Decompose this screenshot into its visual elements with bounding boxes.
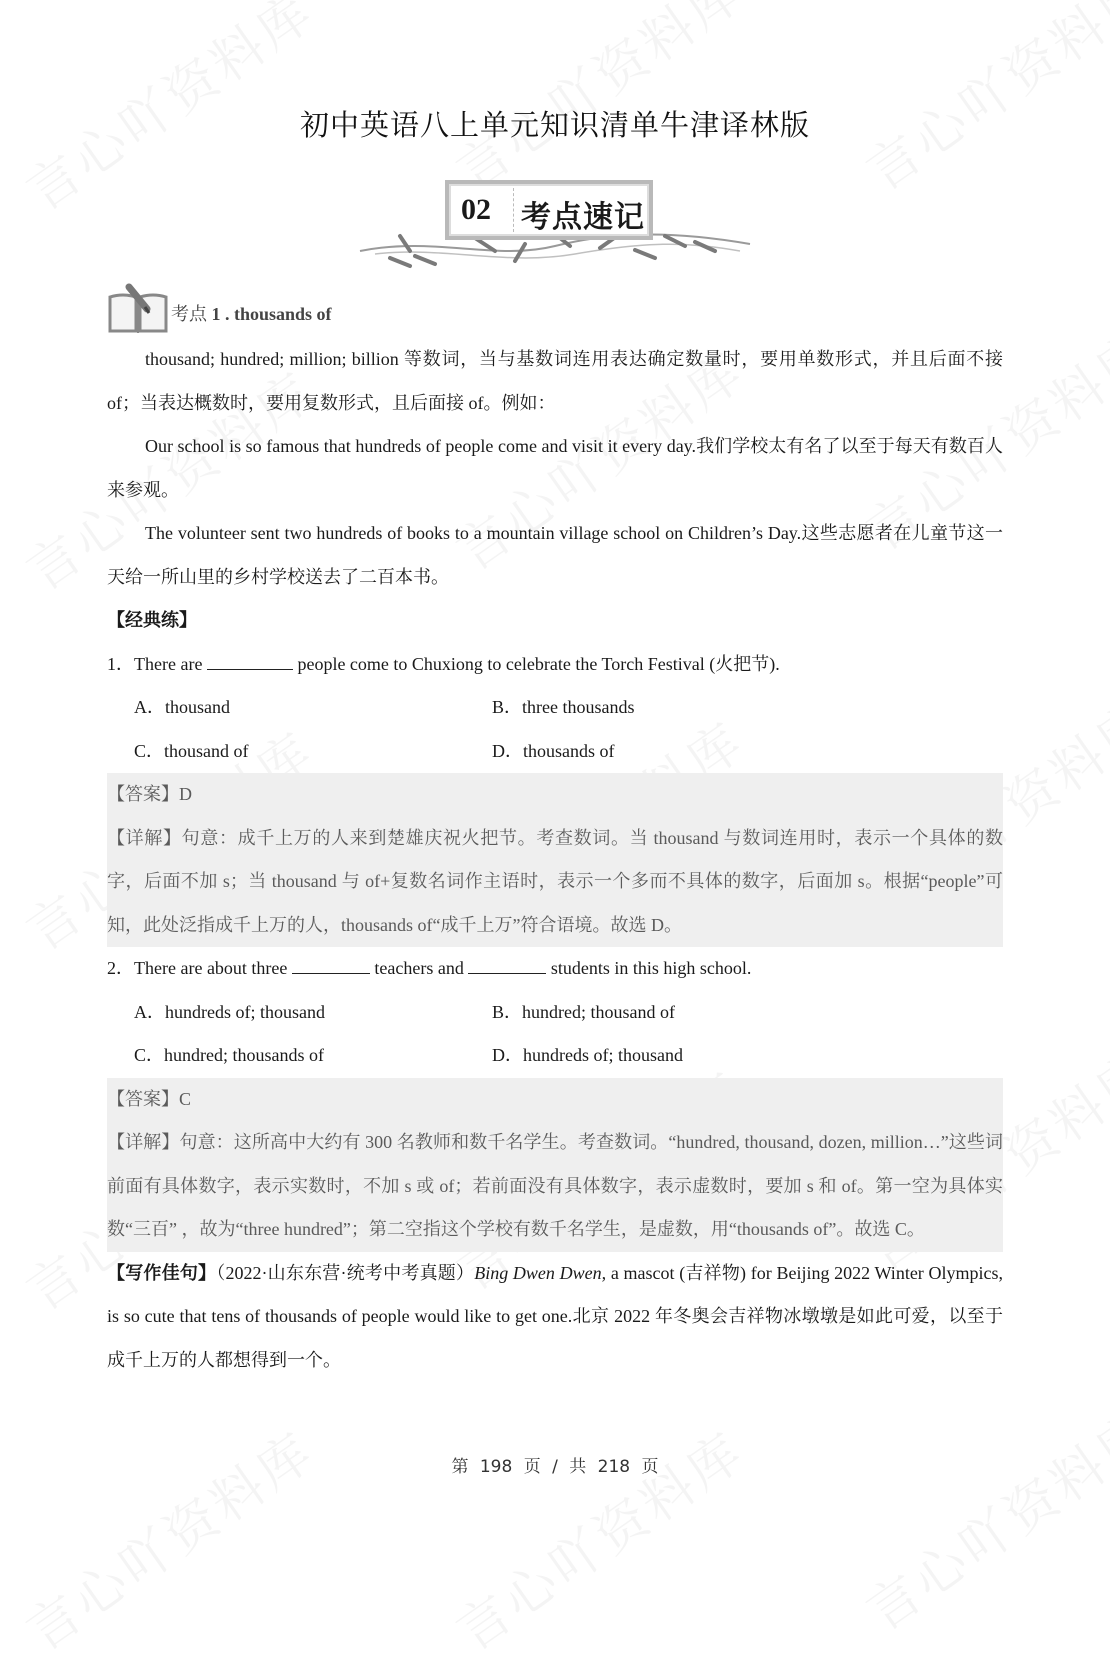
example-sentence-2: The volunteer sent two hundreds of books to a mountain village school on Children’s Day.这些志愿者在儿童节这一天给一所山里的乡村学校送去了二百本书。 — [107, 523, 1003, 587]
explanation: 【详解】句意：这所高中大约有 300 名教师和数千名学生。考查数词。“hundred, thousand, dozen, million…”这些词前面有具体数字，表示实数时，不加 s 或 of；若前面没有具体数字，表示虚数时，要加 s 和 of。第一空为具体实数“三百” ，故为“three hundred”；第二空指这个学校有数千名学生，是虚数，用“thousands of”。故选 C。 — [107, 1132, 1004, 1239]
writing-label: 【写作佳句】 — [107, 1262, 217, 1283]
open-book-pencil-icon — [107, 283, 169, 335]
writing-text: a mascot (吉祥物) for Beijing 2022 Winter Olympics, is so cute that tens of thousands of people would like to get one.北京 2022 年冬奥会吉祥物冰墩墩是如此可爱，以至于成千上万的人都想得到一个。 — [107, 1262, 1004, 1370]
document-title: 初中英语八上单元知识清单牛津译林版 — [299, 110, 810, 142]
watermark — [9, 1410, 327, 1664]
answer-blank — [207, 653, 293, 670]
page-footer: 第 198 页 / 共 218 页 — [451, 1457, 659, 1477]
answer-line: 【答案】D — [107, 784, 192, 804]
answer-blank — [292, 957, 370, 974]
divider — [513, 188, 514, 232]
writing-italic: Bing Dwen Dwen, — [474, 1262, 607, 1283]
section-label: 考点速记 — [521, 200, 645, 235]
section-banner-box — [445, 180, 653, 240]
option-b: B．three thousands — [492, 697, 635, 717]
option-d: D．thousands of — [492, 740, 615, 761]
question-1-options — [107, 686, 1003, 773]
practice-heading: 【经典练】 — [107, 610, 197, 630]
question-1-stem: 1．There are people come to Chuxiong to celebrate the Torch Festival (火把节). — [107, 653, 780, 674]
option-d: D．hundreds of; thousand — [492, 1045, 683, 1065]
question-2-options — [107, 991, 1003, 1078]
answer-blank — [468, 957, 546, 974]
option-a: A．hundreds of; thousand — [134, 1001, 325, 1022]
question-2-stem: 2．There are about three teachers and students in this high school. — [107, 958, 752, 978]
option-b: B．hundred; thousand of — [492, 1001, 675, 1022]
option-c: C．hundred; thousands of — [134, 1045, 324, 1065]
watermark — [439, 1410, 757, 1664]
answer-line: 【答案】C — [107, 1088, 192, 1109]
section-number: 02 — [461, 193, 491, 226]
current-page: 198 — [479, 1457, 513, 1477]
example-sentence-1: Our school is so famous that hundreds of people come and visit it every day.我们学校太有名了以至于每天有数百人来参观。 — [107, 436, 1003, 500]
option-a: A．thousand — [134, 697, 230, 717]
rule-paragraph: thousand; hundred; million; billion 等数词，当与基数词连用表达确定数量时，要用单数形式，并且后面不接 of；当表达概数时，要用复数形式，且后面接 of。例如： — [107, 349, 1003, 413]
answer-box-2 — [107, 1078, 1003, 1252]
option-c: C．thousand of — [134, 740, 249, 761]
answer-box-1 — [107, 773, 1003, 947]
writing-example — [107, 1252, 1003, 1383]
key-point-title: 考点 1 . thousands of — [171, 304, 332, 324]
explanation: 【详解】句意：成千上万的人来到楚雄庆祝火把节。考查数词。当 thousand 与数词连用时，表示一个具体的数字，后面不加 s；当 thousand 与 of+复数名词作主语时，表示一个多而不具体的数字，后面加 s。根据“people”可知，此处泛指成千上万的人，thousands of“成千上万”符合语境。故选 D。 — [107, 827, 1003, 935]
writing-source: （2022·山东东营·统考中考真题） — [216, 1262, 475, 1283]
total-pages: 218 — [597, 1457, 631, 1477]
section-banner — [355, 176, 755, 271]
document-body — [107, 338, 1003, 1382]
watermark — [849, 1390, 1110, 1644]
